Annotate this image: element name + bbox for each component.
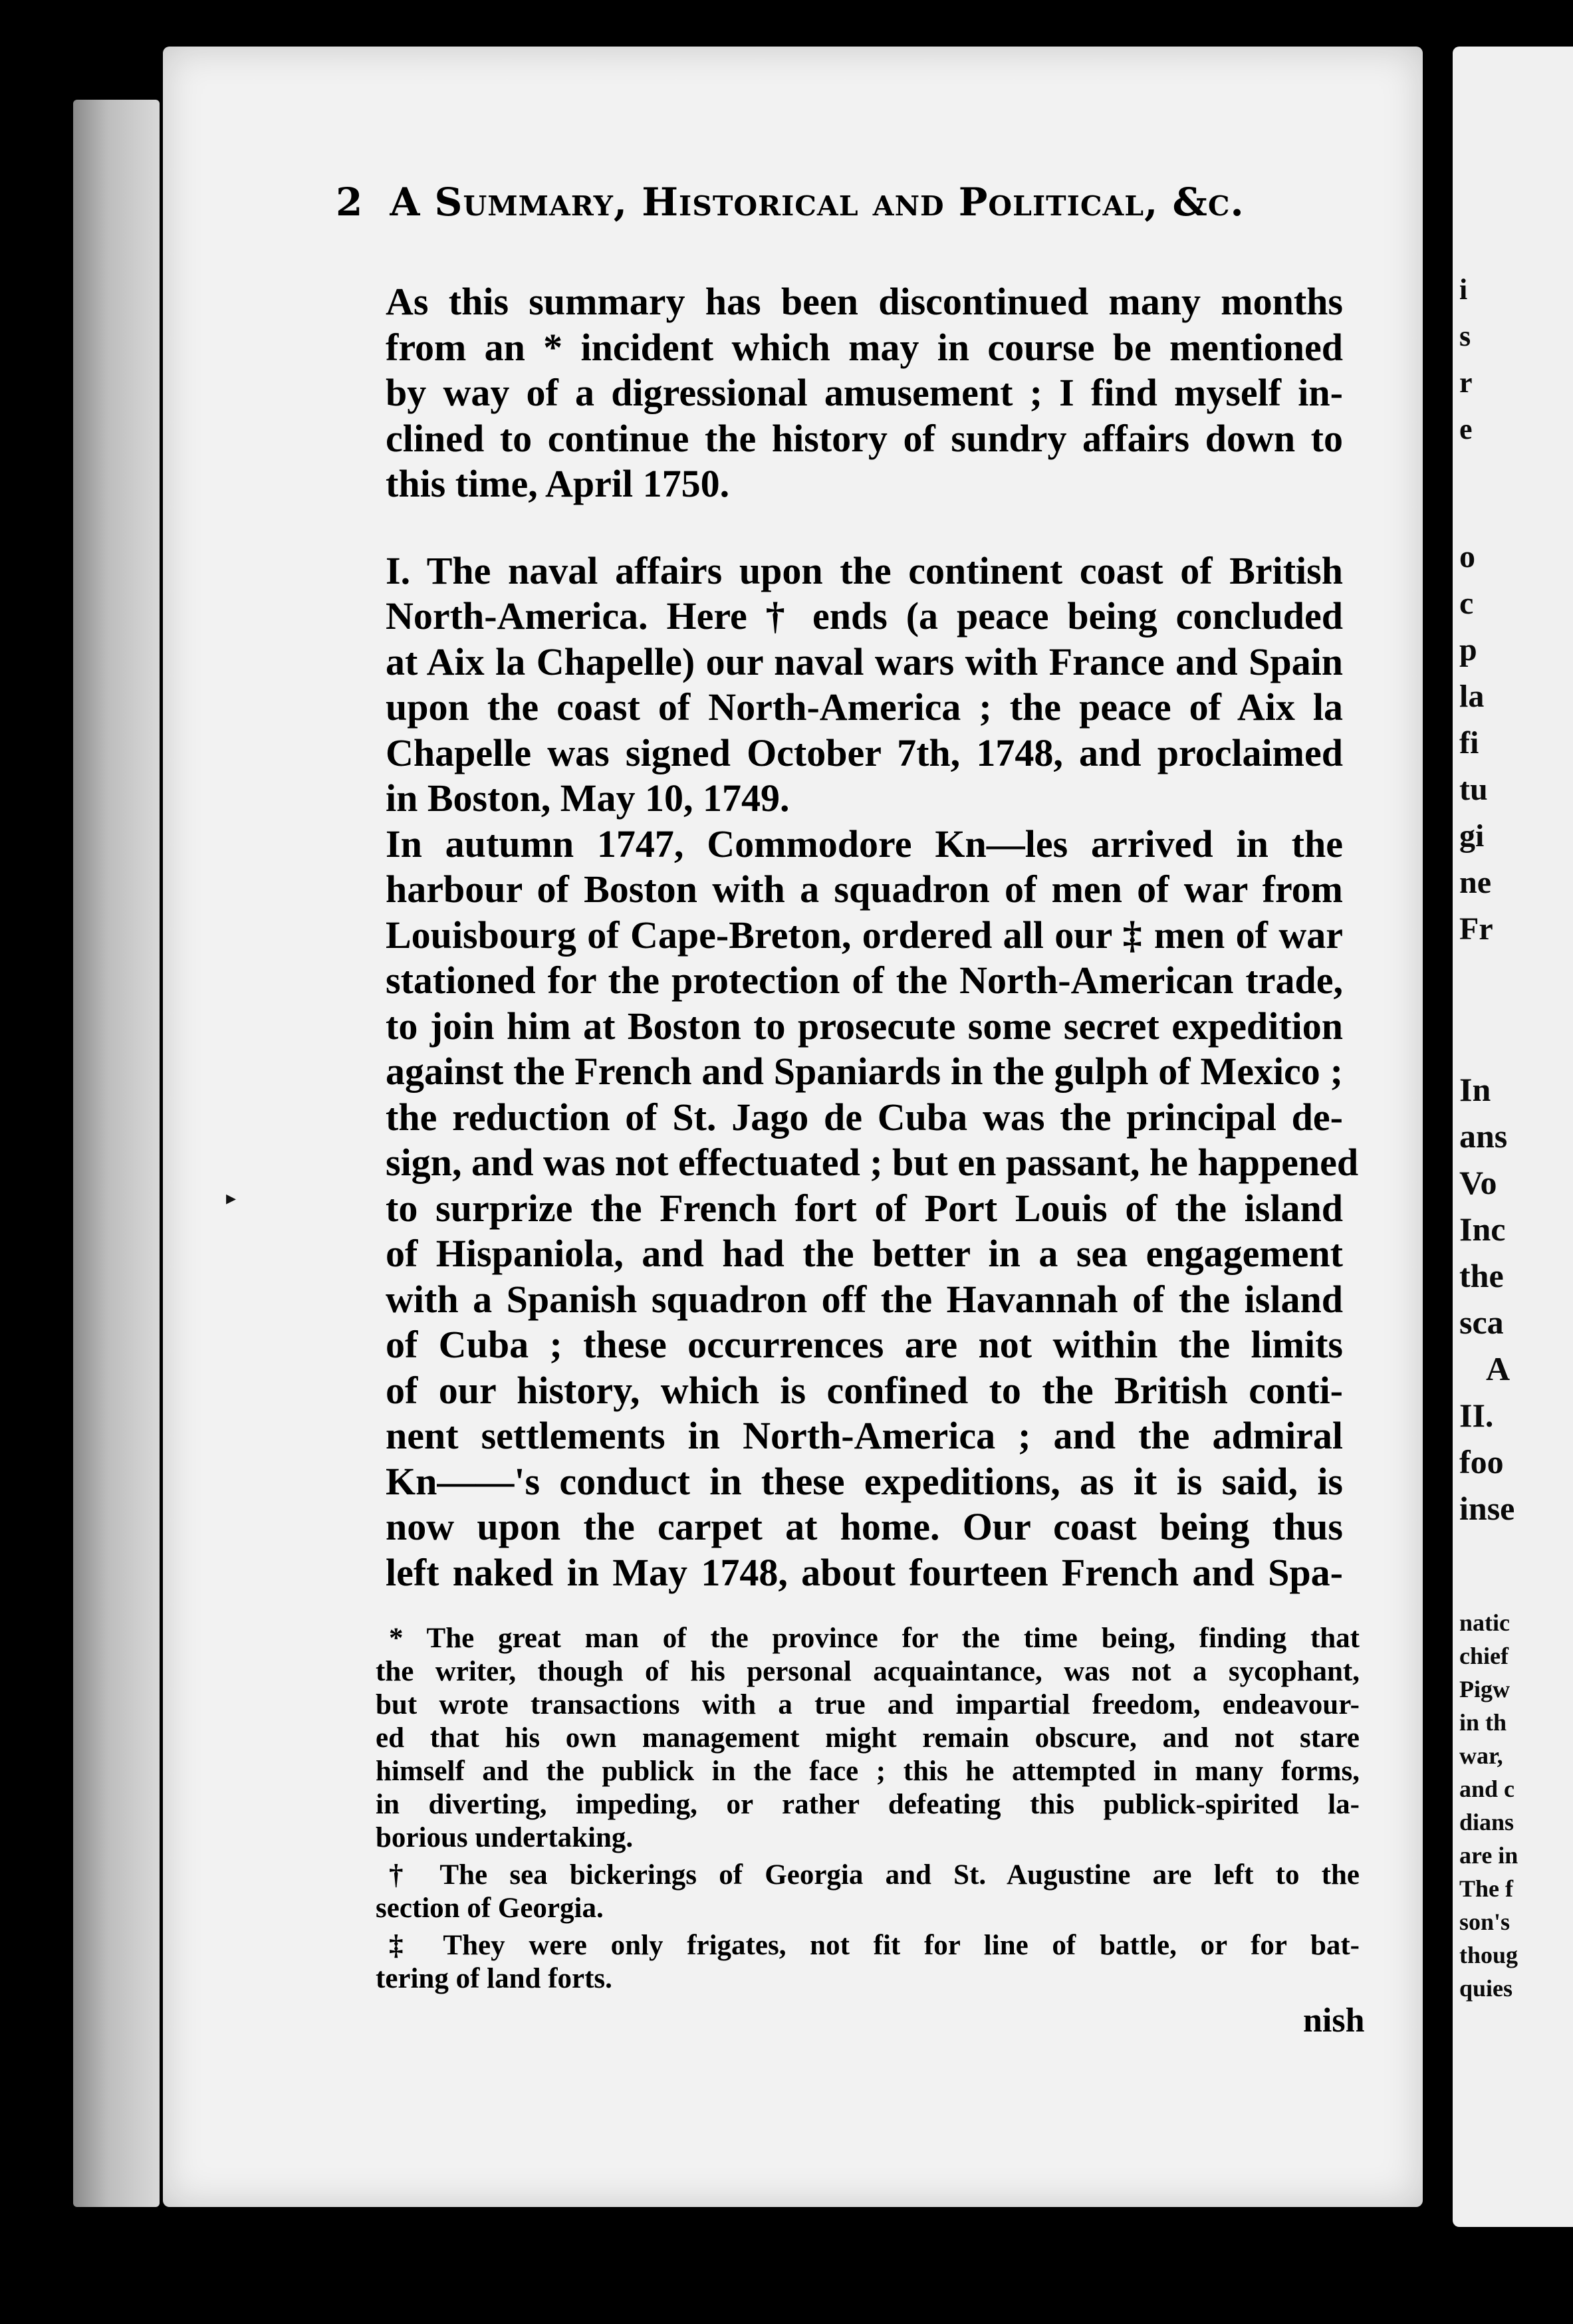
- footnote-line: in diverting, impeding, or rather defeating this publick-spirited la-: [376, 1789, 1360, 1820]
- paragraph-intro: [346, 279, 1343, 507]
- footnote-line: himself and the publick in the face ; this he attempted in many forms,: [376, 1756, 1360, 1787]
- facing-fragment: II.: [1459, 1397, 1494, 1434]
- facing-fragment: Fr: [1459, 911, 1493, 947]
- facing-fragment: inse: [1459, 1490, 1515, 1527]
- facing-fragment: natic: [1459, 1609, 1510, 1636]
- footnote-dagger: [376, 1859, 1360, 1925]
- facing-fragment: in th: [1459, 1709, 1507, 1736]
- footnote-line: tering of land forts.: [376, 1963, 612, 1994]
- text-line: of Cuba ; these occurrences are not within the limits: [386, 1323, 1343, 1366]
- facing-fragment: the: [1459, 1257, 1504, 1294]
- text-line: now upon the carpet at home. Our coast being thus: [386, 1505, 1343, 1548]
- footnote-line: † The sea bickerings of Georgia and St. Augustine are left to the: [389, 1859, 1360, 1891]
- facing-fragment: foo: [1459, 1443, 1504, 1480]
- footnote-line: * The great man of the province for the time being, finding that: [389, 1623, 1360, 1654]
- facing-fragment: i: [1459, 273, 1468, 306]
- footnote-line: borious undertaking.: [376, 1822, 634, 1853]
- text-line: nent settlements in North-America ; and the admiral: [386, 1414, 1343, 1457]
- text-line: Chapelle was signed October 7th, 1748, and proclaimed: [386, 731, 1343, 774]
- facing-fragment: tu: [1459, 772, 1488, 807]
- facing-fragment: thoug: [1459, 1942, 1518, 1968]
- text-line: by way of a digressional amusement ; I find myself in-: [386, 371, 1343, 414]
- facing-fragment: Pigw: [1459, 1676, 1510, 1702]
- running-header: [336, 179, 1245, 225]
- text-line: of our history, which is confined to the British conti-: [386, 1368, 1343, 1412]
- facing-page-edge: [1453, 47, 1573, 2227]
- text-line: sign, and was not effectuated ; but en passant, he happened: [386, 1141, 1359, 1184]
- running-title: A Summary, Historical and Political, &c.: [390, 179, 1245, 225]
- facing-fragment: A: [1486, 1350, 1511, 1387]
- footnotes: [376, 1622, 1360, 2000]
- text-line: to join him at Boston to prosecute some secret expedition: [386, 1004, 1343, 1048]
- text-line: Louisbourg of Cape-Breton, ordered all our ‡ men of war: [386, 913, 1343, 957]
- facing-fragment: are in: [1459, 1842, 1518, 1869]
- text-line: stationed for the protection of the North-American trade,: [386, 959, 1343, 1002]
- facing-fragment: c: [1459, 586, 1474, 621]
- facing-fragment: o: [1459, 539, 1475, 574]
- text-line: from an * incident which may in course be mentioned: [386, 325, 1343, 369]
- text-line: North-America. Here † ends (a peace being concluded: [386, 594, 1343, 638]
- facing-fragment: Inc: [1459, 1211, 1506, 1248]
- facing-fragment: s: [1459, 320, 1471, 352]
- facing-fragment: chief: [1459, 1643, 1509, 1669]
- facing-fragment: war,: [1459, 1742, 1503, 1769]
- facing-fragment: dians: [1459, 1809, 1514, 1835]
- facing-fragment: quies: [1459, 1975, 1513, 2002]
- facing-fragment: son's: [1459, 1909, 1511, 1935]
- facing-fragment: fi: [1459, 725, 1479, 760]
- facing-fragment: ans: [1459, 1117, 1508, 1155]
- paragraph-commodore: [346, 822, 1359, 1596]
- facing-fragment: The f: [1459, 1875, 1513, 1902]
- text-line: clined to continue the history of sundry affairs down to: [386, 416, 1343, 460]
- facing-fragment: In: [1459, 1071, 1491, 1108]
- text-line: In autumn 1747, Commodore Kn—les arrived in the: [386, 822, 1343, 866]
- left-page-edge: [73, 100, 160, 2207]
- text-line: of Hispaniola, and had the better in a sea engagement: [386, 1232, 1343, 1275]
- text-line: Kn——'s conduct in these expeditions, as it is said, is: [386, 1459, 1343, 1503]
- text-line: against the French and Spaniards in the gulph of Mexico ;: [386, 1050, 1343, 1093]
- text-line: in Boston, May 10, 1749.: [386, 776, 790, 820]
- footnote-line: ed that his own management might remain obscure, and not stare: [376, 1722, 1360, 1754]
- text-line: at Aix la Chapelle) our naval wars with France and Spain: [386, 639, 1343, 683]
- main-text: [346, 279, 1359, 1595]
- facing-fragment: e: [1459, 413, 1473, 445]
- facing-fragment: ne: [1459, 865, 1491, 900]
- facing-fragment: Vo: [1459, 1164, 1497, 1201]
- facing-fragment: gi: [1459, 818, 1485, 854]
- text-line: harbour of Boston with a squadron of men of war from: [386, 868, 1343, 911]
- margin-mark: ▸: [226, 1187, 237, 1210]
- text-line: to surprize the French fort of Port Louis of the island: [386, 1186, 1343, 1230]
- text-line: with a Spanish squadron off the Havannah of the island: [386, 1277, 1343, 1321]
- footnote-line: section of Georgia.: [376, 1893, 604, 1924]
- facing-fragment: la: [1459, 679, 1485, 714]
- page-number: 2: [336, 179, 364, 225]
- text-line: As this summary has been discontinued many months: [386, 280, 1343, 323]
- text-line: this time, April 1750.: [386, 462, 730, 505]
- facing-fragment: sca: [1459, 1304, 1504, 1341]
- catchword: nish: [1303, 2002, 1365, 2039]
- text-line: upon the coast of North-America ; the peace of Aix la: [386, 685, 1343, 729]
- footnote-asterisk: [376, 1622, 1360, 1855]
- facing-fragment: r: [1459, 366, 1473, 399]
- footnote-line: ‡ They were only frigates, not fit for line of battle, or for bat-: [389, 1930, 1360, 1961]
- paragraph-naval-affairs: [346, 548, 1343, 822]
- footnote-line: the writer, though of his personal acquaintance, was not a sycophant,: [376, 1656, 1360, 1687]
- text-line: the reduction of St. Jago de Cuba was the principal de-: [386, 1095, 1343, 1139]
- footnote-double-dagger: [376, 1929, 1360, 1996]
- facing-fragment: p: [1459, 632, 1477, 667]
- footnote-line: but wrote transactions with a true and impartial freedom, endeavour-: [376, 1689, 1360, 1720]
- facing-fragment: and c: [1459, 1776, 1515, 1802]
- text-line: left naked in May 1748, about fourteen French and Spa-: [386, 1550, 1343, 1594]
- text-line: I. The naval affairs upon the continent coast of British: [386, 548, 1343, 592]
